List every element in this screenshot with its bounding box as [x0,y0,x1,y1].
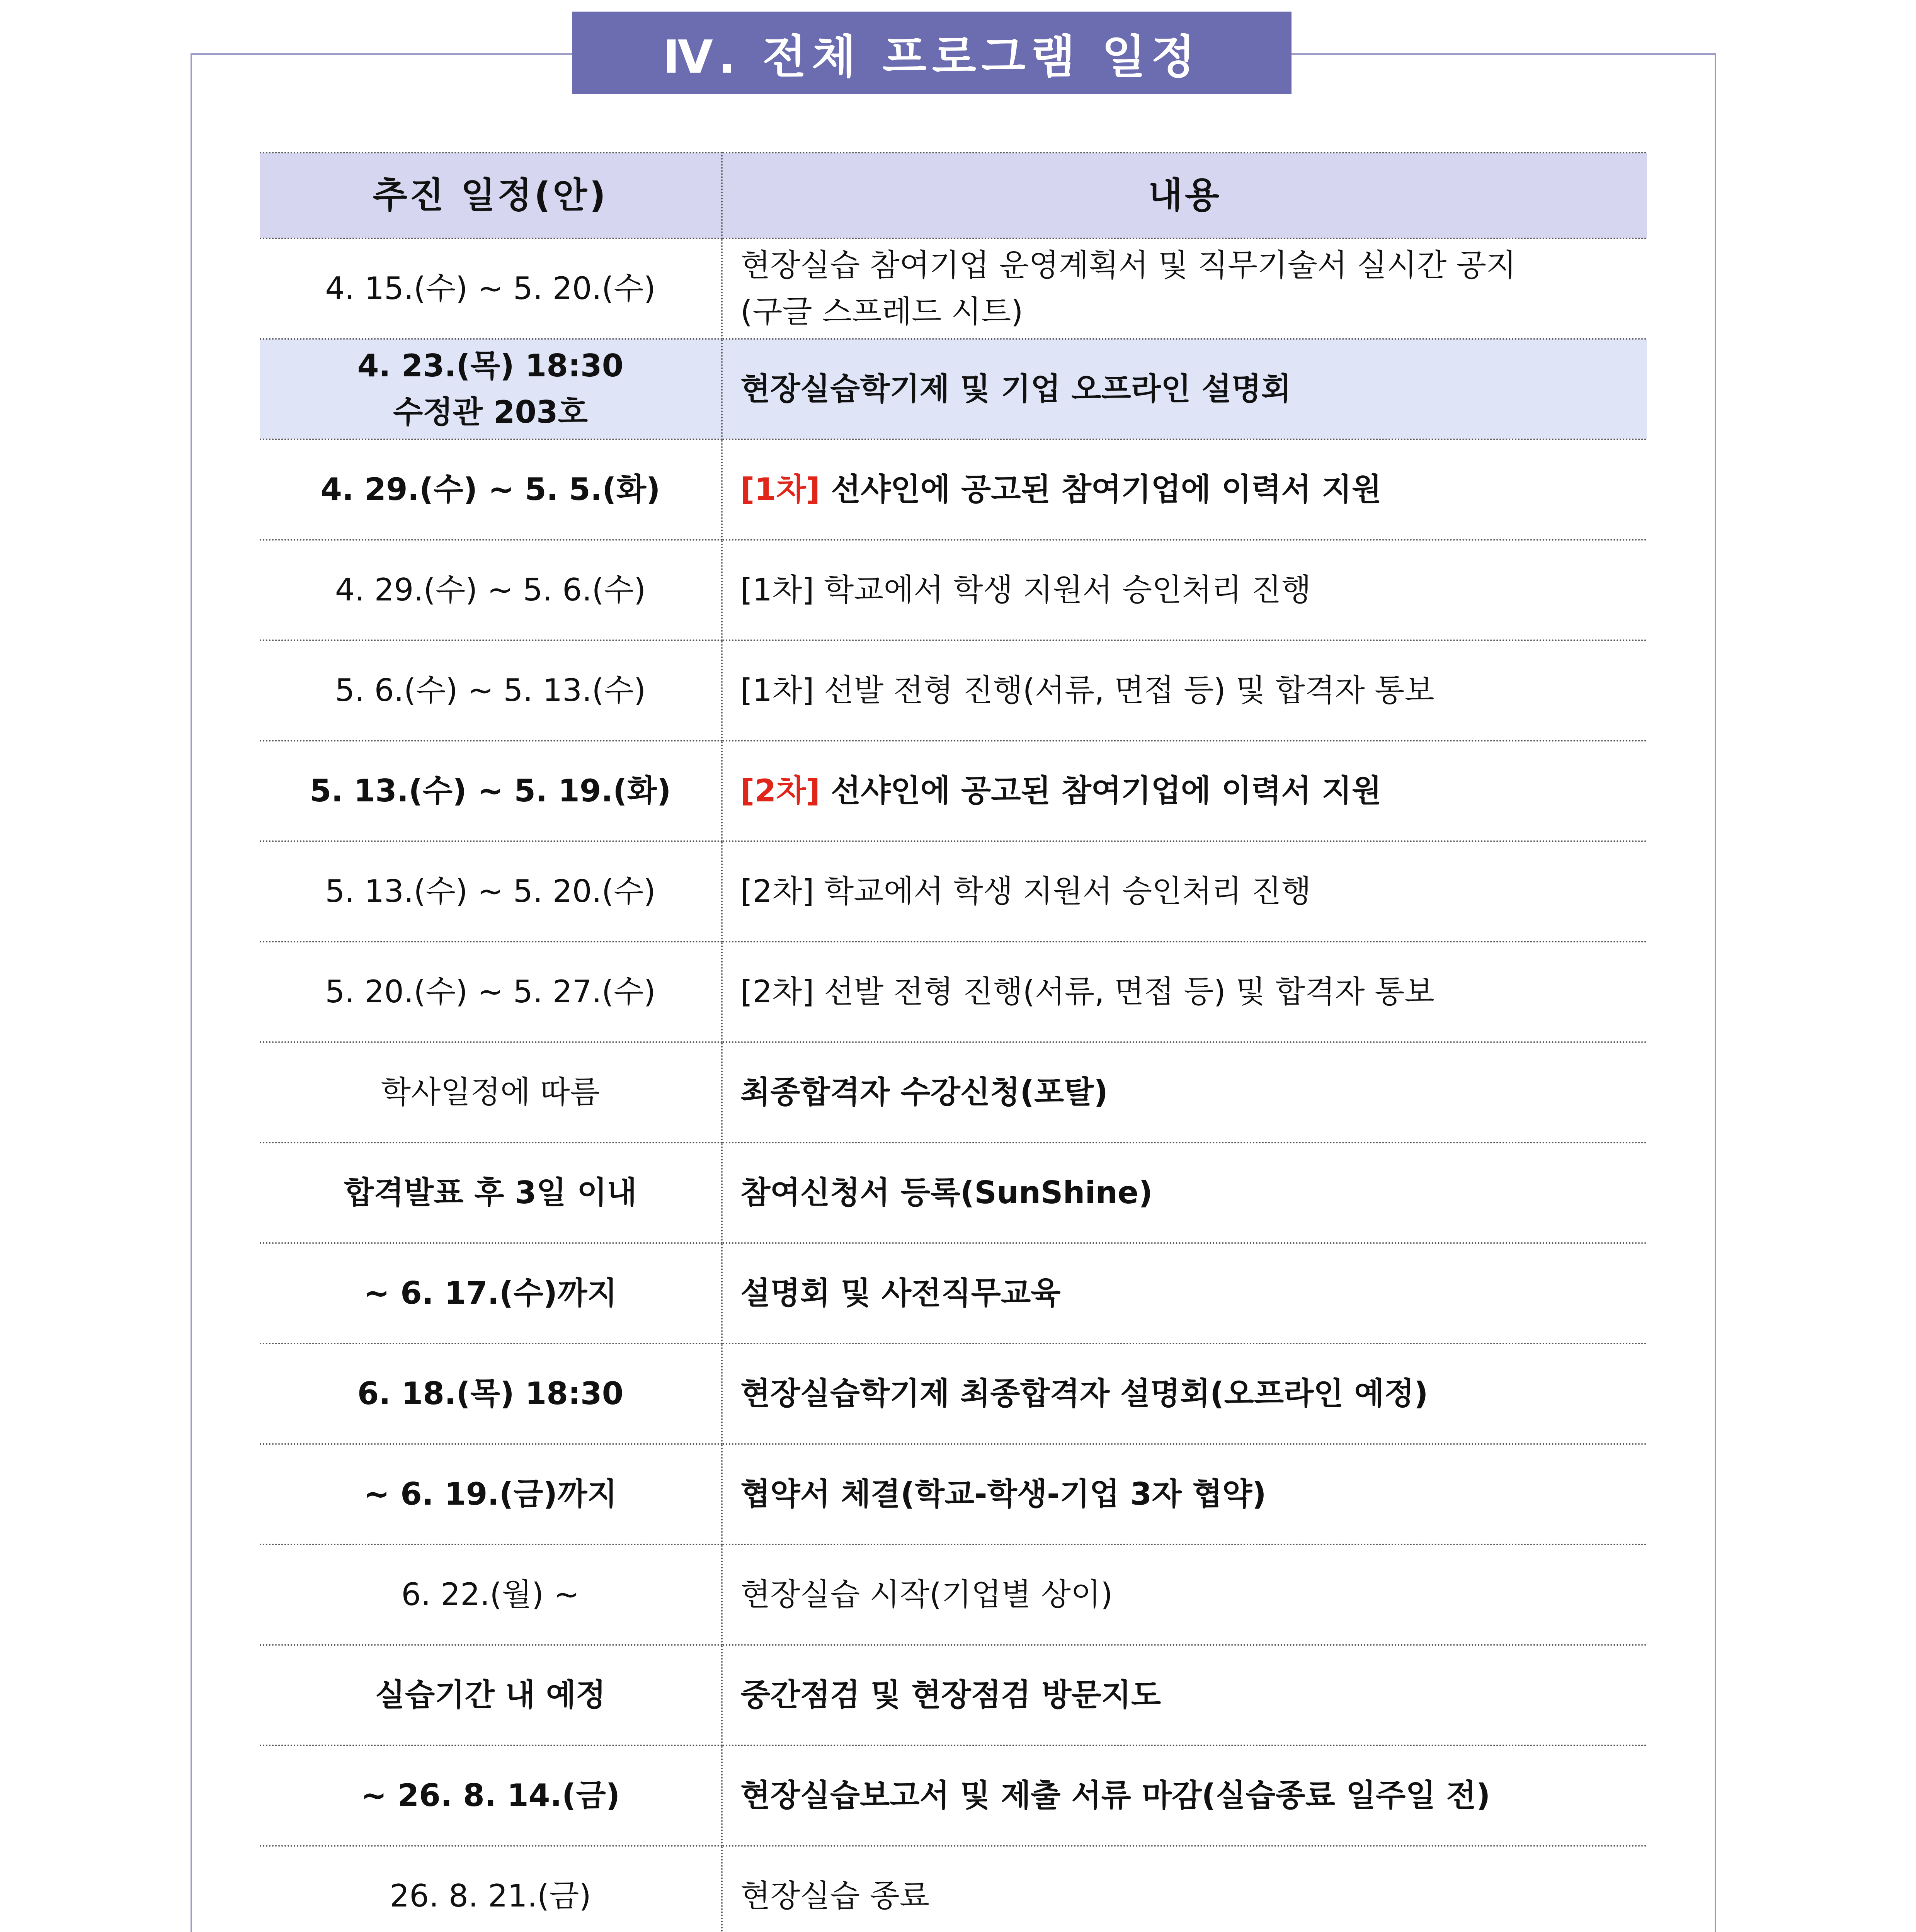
table-row [260,1042,1647,1143]
schedule-content-cell [722,1143,1647,1243]
schedule-content: 중간점검 및 현장점검 방문지도 [740,1677,1161,1713]
schedule-date-cell [260,1042,722,1143]
table-row [260,1846,1647,1932]
schedule-content: 최종합격자 수강신청(포탈) [740,1074,1108,1110]
schedule-content-cell [722,1243,1647,1344]
schedule-date: 합격발표 후 3일 이내 [344,1175,637,1211]
content-line [740,1170,1647,1216]
schedule-date: 6. 18.(목) 18:30 [357,1376,624,1412]
content-line [740,1069,1647,1116]
schedule-content-cell [722,1645,1647,1745]
schedule-content-cell [722,540,1647,640]
schedule-date: 4. 29.(수) ~ 5. 5.(화) [320,471,660,507]
schedule-date: 26. 8. 21.(금) [390,1878,591,1914]
schedule-date: 6. 22.(월) ~ [401,1577,580,1612]
schedule-content-cell [722,339,1647,439]
header-schedule: 추진 일정(안) [260,153,722,238]
table-row [260,439,1647,540]
schedule-content: [1차] 학교에서 학생 지원서 승인처리 진행 [740,572,1311,608]
round-tag: [2차] [740,773,820,809]
schedule-table [260,152,1647,1932]
table-header-row [260,153,1647,238]
schedule-content-cell [722,1745,1647,1846]
table-row [260,1344,1647,1444]
schedule-content: 협약서 체결(학교-학생-기업 3자 협약) [740,1476,1266,1512]
schedule-content: 현장실습 참여기업 운영계획서 및 직무기술서 실시간 공지 [740,247,1516,283]
schedule-date-cell [260,439,722,540]
schedule-date-cell [260,1645,722,1745]
schedule-content-cell [722,942,1647,1042]
schedule-date-cell [260,540,722,640]
schedule-date-cell [260,1846,722,1932]
round-tag: [1차] [740,471,820,507]
schedule-date-cell [260,741,722,841]
schedule-date-cell [260,942,722,1042]
schedule-content: 현장실습학기제 및 기업 오프라인 설명회 [740,371,1292,407]
schedule-content-cell [722,1444,1647,1544]
schedule-content-cell [722,1042,1647,1143]
content-line [740,868,1647,915]
schedule-date: 5. 13.(수) ~ 5. 19.(화) [310,773,671,809]
schedule-date-cell [260,339,722,439]
content-line [740,366,1647,412]
table-row [260,1143,1647,1243]
table-row [260,741,1647,841]
table-row [260,1444,1647,1544]
table-row [260,1745,1647,1846]
schedule-content: 참여신청서 등록(SunShine) [740,1175,1153,1211]
schedule-content: [2차] 학교에서 학생 지원서 승인처리 진행 [740,873,1311,909]
table-row [260,841,1647,942]
schedule-content-cell [722,1344,1647,1444]
schedule-content: 선샤인에 공고된 참여기업에 이력서 지원 [830,773,1382,809]
schedule-date: 5. 13.(수) ~ 5. 20.(수) [325,873,656,909]
content-line [740,466,1647,513]
table-row [260,1243,1647,1344]
table-row [260,540,1647,640]
schedule-date: 5. 6.(수) ~ 5. 13.(수) [335,672,646,708]
schedule-content: 현장실습학기제 최종합격자 설명회(오프라인 예정) [740,1376,1428,1412]
schedule-date-cell [260,640,722,741]
schedule-date: 수정관 203호 [393,394,588,430]
schedule-date-cell [260,1143,722,1243]
schedule-content-cell [722,439,1647,540]
schedule-date: ~ 6. 17.(수)까지 [364,1275,617,1311]
content-line [740,1571,1647,1618]
schedule-content: 현장실습보고서 및 제출 서류 마감(실습종료 일주일 전) [740,1777,1491,1813]
content-line [740,1270,1647,1316]
schedule-content: (구글 스프레드 시트) [740,294,1023,330]
schedule-date: 4. 23.(목) 18:30 [357,348,624,384]
schedule-date: 5. 20.(수) ~ 5. 27.(수) [325,974,656,1010]
header-content: 내용 [722,153,1647,238]
schedule-content: 선샤인에 공고된 참여기업에 이력서 지원 [830,471,1382,507]
schedule-content: [2차] 선발 전형 진행(서류, 면접 등) 및 합격자 통보 [740,974,1434,1010]
content-line [740,1873,1647,1919]
schedule-content: 현장실습 시작(기업별 상이) [740,1577,1113,1612]
schedule-date: ~ 26. 8. 14.(금) [361,1777,620,1813]
table-row [260,1645,1647,1745]
schedule-date: 학사일정에 따름 [381,1074,600,1110]
table-row [260,1544,1647,1645]
schedule-content: 현장실습 종료 [740,1878,930,1914]
content-line [740,242,1647,289]
table-row [260,942,1647,1042]
schedule-content: 설명회 및 사전직무교육 [740,1275,1061,1311]
schedule-date-cell [260,1344,722,1444]
schedule-date-cell [260,238,722,339]
schedule-date-cell [260,841,722,942]
schedule-content-cell [722,1846,1647,1932]
schedule-content: [1차] 선발 전형 진행(서류, 면접 등) 및 합격자 통보 [740,672,1434,708]
table-row [260,238,1647,339]
content-line [740,1471,1647,1517]
schedule-content-cell [722,1544,1647,1645]
content-line [740,667,1647,714]
schedule-date: 실습기간 내 예정 [375,1677,606,1713]
section-title: Ⅳ. 전체 프로그램 일정 [572,12,1292,94]
table-row [260,640,1647,741]
content-line [740,1772,1647,1819]
table-row [260,339,1647,439]
content-line [740,289,1647,335]
schedule-content-cell [722,741,1647,841]
schedule-content-cell [722,841,1647,942]
schedule-date: 4. 29.(수) ~ 5. 6.(수) [335,572,646,608]
schedule-date-cell [260,1544,722,1645]
schedule-date: 4. 15.(수) ~ 5. 20.(수) [325,270,656,306]
schedule-content-cell [722,238,1647,339]
schedule-content-cell [722,640,1647,741]
schedule-date-cell [260,1444,722,1544]
content-line [740,567,1647,613]
schedule-date-cell [260,1745,722,1846]
schedule-date: ~ 6. 19.(금)까지 [364,1476,617,1512]
schedule-date-cell [260,1243,722,1344]
content-line [740,969,1647,1015]
content-line [740,1371,1647,1417]
content-line [740,1672,1647,1718]
content-line [740,768,1647,814]
schedule-body [260,238,1647,1932]
